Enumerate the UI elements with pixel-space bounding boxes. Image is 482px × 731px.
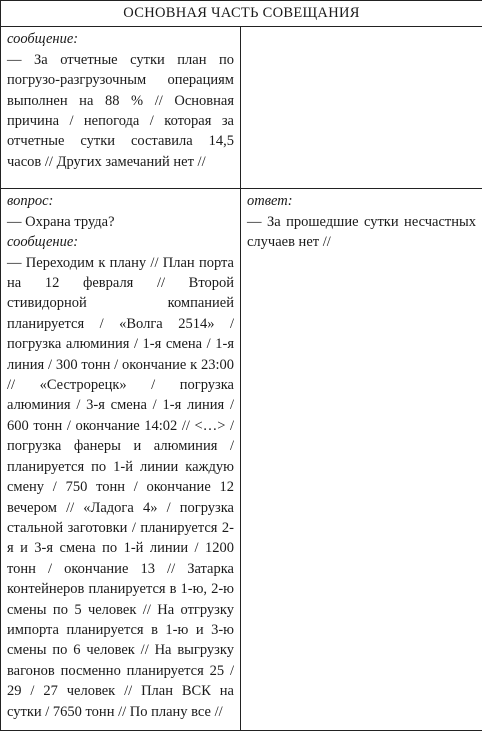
- row2-right-cell: [241, 189, 482, 731]
- answer-text: — За прошедшие сутки несчастных случаев нет //: [247, 212, 476, 253]
- question-text: — Охрана труда?: [7, 212, 234, 232]
- message-label: сообщение:: [7, 232, 234, 252]
- message-text: — Переходим к плану // План порта на 12 февраля // Второй стивидорной компанией планируется / «Волга 2514» / погрузка алюминия / 1-я смена / 1-я линия / 300 тонн / окончание к 23:00 // «Сестрорецк» / погрузка алюминия / 3-я смена / 1-я линия / 600 тонн / окончание 14:02 // <…> / погрузка фанеры и алюминия / планируется по 1-й линии каждую смену / 750 тонн / окончание 12 вечером // «Ладога 4» / погрузка стальной заготовки / планируется 2-я и 3-я смена по 1-й линии / 1200 тонн / окончание 13 // Затарка контейнеров планируется в 1-ю, 2-ю смены по 5 человек // На отгрузку импорта планируется в 1-ю и 3-ю смены по 6 человек // На выгрузку вагонов посменно планируется 25 / 29 / 27 человек // План ВСК на сутки / 7650 тонн // По плану все //: [7, 253, 234, 722]
- message-label: сообщение:: [7, 29, 234, 49]
- table-row: [1, 189, 482, 731]
- message-text: — За отчетные сутки план по погрузо-разгрузочным операциям выполнен на 88 % // Основная причина / непогода / которая за отчетные сутки составила 14,5 часов // Других замечаний нет //: [7, 50, 234, 172]
- answer-label: ответ:: [247, 191, 476, 211]
- row1-right-cell: [241, 27, 482, 189]
- row2-left-cell: [1, 189, 241, 731]
- row1-left-cell: [1, 27, 241, 189]
- table-header: ОСНОВНАЯ ЧАСТЬ СОВЕЩАНИЯ: [1, 1, 482, 27]
- table-row: [1, 27, 482, 189]
- header-row: [1, 1, 482, 27]
- question-label: вопрос:: [7, 191, 234, 211]
